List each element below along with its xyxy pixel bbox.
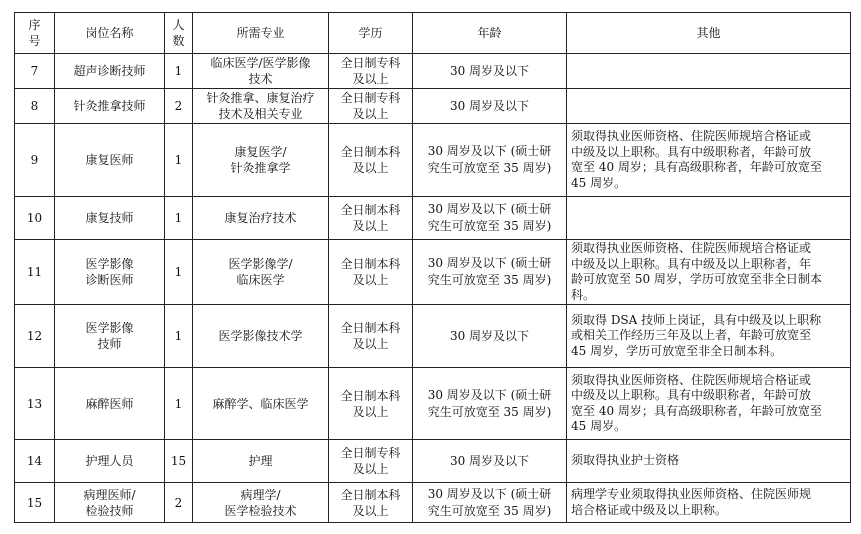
cell-age: 30 周岁及以下 (413, 305, 567, 368)
cell-major: 护理 (193, 440, 329, 483)
cell-age: 30 周岁及以下 (硕士研 究生可放宽至 35 周岁) (413, 240, 567, 305)
cell-seq: 10 (15, 197, 55, 240)
table-row (15, 240, 851, 305)
cell-other (567, 197, 851, 240)
cell-other: 须取得执业医师资格、住院医师规培合格证或 中级及以上职称。具有中级及以上职称者，年 龄可放宽至 50 周岁，学历可放宽至非全日制本 科。 (567, 240, 851, 305)
cell-age: 30 周岁及以下 (413, 440, 567, 483)
cell-education: 全日制专科 及以上 (329, 440, 413, 483)
cell-other (567, 54, 851, 89)
header-position: 岗位名称 (55, 13, 165, 54)
table-row (15, 368, 851, 440)
cell-count: 1 (165, 124, 193, 197)
cell-seq: 11 (15, 240, 55, 305)
header-other: 其他 (567, 13, 851, 54)
cell-count: 1 (165, 54, 193, 89)
cell-major: 临床医学/医学影像 技术 (193, 54, 329, 89)
header-row (15, 13, 851, 54)
cell-age: 30 周岁及以下 (硕士研 究生可放宽至 35 周岁) (413, 197, 567, 240)
cell-position: 针灸推拿技师 (55, 89, 165, 124)
cell-count: 2 (165, 483, 193, 523)
cell-age: 30 周岁及以下 (413, 54, 567, 89)
cell-other (567, 89, 851, 124)
cell-major: 康复医学/ 针灸推拿学 (193, 124, 329, 197)
cell-count: 1 (165, 305, 193, 368)
cell-position: 超声诊断技师 (55, 54, 165, 89)
cell-major: 病理学/ 医学检验技术 (193, 483, 329, 523)
cell-education: 全日制本科 及以上 (329, 483, 413, 523)
cell-count: 2 (165, 89, 193, 124)
cell-other: 病理学专业须取得执业医师资格、住院医师规 培合格证或中级及以上职称。 (567, 483, 851, 523)
table-row (15, 197, 851, 240)
cell-major: 医学影像学/ 临床医学 (193, 240, 329, 305)
cell-position: 康复医师 (55, 124, 165, 197)
cell-education: 全日制本科 及以上 (329, 368, 413, 440)
recruitment-table (14, 12, 851, 523)
cell-other: 须取得执业护士资格 (567, 440, 851, 483)
header-seq: 序 号 (15, 13, 55, 54)
cell-age: 30 周岁及以下 (硕士研 究生可放宽至 35 周岁) (413, 483, 567, 523)
cell-position: 护理人员 (55, 440, 165, 483)
table-row (15, 54, 851, 89)
header-count: 人 数 (165, 13, 193, 54)
cell-age: 30 周岁及以下 (413, 89, 567, 124)
cell-position: 医学影像 技师 (55, 305, 165, 368)
cell-major: 针灸推拿、康复治疗 技术及相关专业 (193, 89, 329, 124)
cell-position: 医学影像 诊断医师 (55, 240, 165, 305)
table-row (15, 305, 851, 368)
cell-count: 15 (165, 440, 193, 483)
cell-seq: 8 (15, 89, 55, 124)
cell-count: 1 (165, 368, 193, 440)
cell-position: 麻醉医师 (55, 368, 165, 440)
table-row (15, 440, 851, 483)
cell-major: 麻醉学、临床医学 (193, 368, 329, 440)
cell-position: 病理医师/ 检验技师 (55, 483, 165, 523)
cell-other: 须取得执业医师资格、住院医师规培合格证或 中级及以上职称。具有中级职称者，年龄可放 宽至 40 周岁；具有高级职称者，年龄可放宽至 45 周岁。 (567, 124, 851, 197)
cell-education: 全日制专科 及以上 (329, 54, 413, 89)
cell-education: 全日制专科 及以上 (329, 89, 413, 124)
cell-other: 须取得执业医师资格、住院医师规培合格证或 中级及以上职称。具有中级职称者，年龄可放 宽至 40 周岁；具有高级职称者，年龄可放宽至 45 周岁。 (567, 368, 851, 440)
cell-education: 全日制本科 及以上 (329, 305, 413, 368)
table-row (15, 483, 851, 523)
header-major: 所需专业 (193, 13, 329, 54)
cell-seq: 14 (15, 440, 55, 483)
cell-age: 30 周岁及以下 (硕士研 究生可放宽至 35 周岁) (413, 368, 567, 440)
cell-seq: 13 (15, 368, 55, 440)
table-row (15, 124, 851, 197)
cell-position: 康复技师 (55, 197, 165, 240)
header-education: 学历 (329, 13, 413, 54)
cell-seq: 12 (15, 305, 55, 368)
cell-count: 1 (165, 240, 193, 305)
cell-other: 须取得 DSA 技师上岗证，具有中级及以上职称 或相关工作经历三年及以上者，年龄可放宽至 45 周岁，学历可放宽至非全日制本科。 (567, 305, 851, 368)
cell-seq: 7 (15, 54, 55, 89)
cell-education: 全日制本科 及以上 (329, 124, 413, 197)
cell-education: 全日制本科 及以上 (329, 240, 413, 305)
cell-education: 全日制本科 及以上 (329, 197, 413, 240)
cell-major: 康复治疗技术 (193, 197, 329, 240)
cell-seq: 15 (15, 483, 55, 523)
cell-major: 医学影像技术学 (193, 305, 329, 368)
cell-seq: 9 (15, 124, 55, 197)
header-age: 年龄 (413, 13, 567, 54)
cell-age: 30 周岁及以下 (硕士研 究生可放宽至 35 周岁) (413, 124, 567, 197)
table-row (15, 89, 851, 124)
cell-count: 1 (165, 197, 193, 240)
